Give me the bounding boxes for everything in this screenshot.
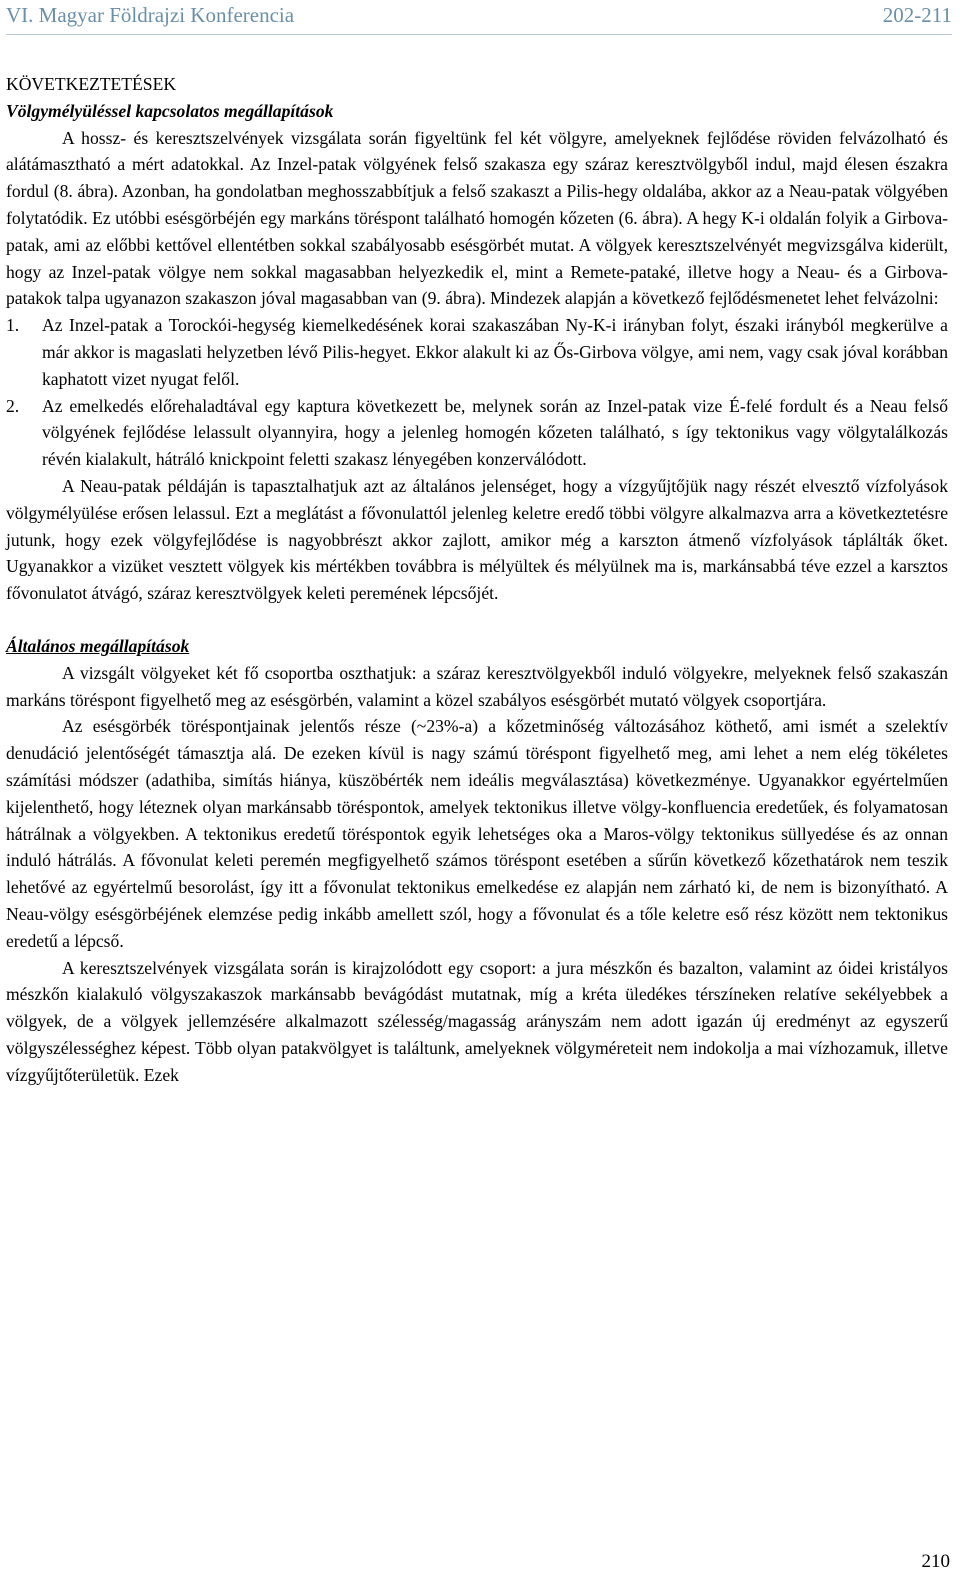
paragraph-2: A Neau-patak példáján is tapasztalhatjuk azt az általános jelenséget, hogy a vízgyűjtőjük nagy részét elvesztő vízfolyások völgymélyülése erősen lelassul. Ezt a meglátást a fővonulattól jelenleg keletre eredő többi völgyre alkalmazva arra a következtetésre jutunk, hogy ezek völgyfejlődése is nagyobbrészt akkor zajlott, amikor még a karszton átmenő vízfolyások táplálták őket. Ugyanakkor a vizüket vesztett völgyek kis mértékben továbbra is mélyültek és mélyülnek ma is, markánsabbá téve ezzel a karsztos fővonulatot átvágó, száraz keresztvölgyek keleti peremének lépcsőjét. xyxy=(6,475,948,604)
paragraph-3: A vizsgált völgyeket két fő csoportba oszthatjuk: a száraz keresztvölgyekből induló völgyekre, melyeknek felső szakaszán markáns töréspont figyelhető meg az esésgörbén, valamint a közel szabályos esésgörbét mutató völgyek csoportjára. xyxy=(6,662,948,710)
paragraph-5: A keresztszelvények vizsgálata során is kirajzolódott egy csoport: a jura mészkőn és bazalton, valamint az óidei kristályos mészkőn kialakuló völgyszakaszok markánsabb bevágódást mutatnak, míg a kréta üledékes térszíneken relatíve sekélyebbek a völgyek, de a völgyek jellemzésére alkalmazott szélesség/magasság arányszám nem adott igazán új eredményt az egyszerű völgyszélességhez képest. Több olyan patakvölgyet is találtunk, amelyeknek völgyméreteit nem indokolja a mai vízhozamuk, illetve vízgyűjtőterületük. Ezek xyxy=(6,957,948,1085)
header-divider xyxy=(6,34,952,35)
list-item-number: 2. xyxy=(6,395,20,416)
paragraph-1: A hossz- és keresztszelvények vizsgálata során figyeltünk fel két völgyre, amelyeknek fejlődése röviden felvázolható és alátámasztható a mért adatokkal. Az Inzel-patak völgyének felső szakasza egy száraz keresztvölgyből indul, majd élesen északra fordul (8. ábra). Azonban, ha gondolatban meghosszabbítjuk a felső szakaszt a Pilis-hegy oldalába, akkor az a Neau-patak völgyében folytatódik. Ez utóbbi esésgörbéjén egy markáns töréspont található homogén kőzeten (6. ábra). A hegy K-i oldalán folyik a Girbova-patak, ami az előbbi kettővel ellentétben sokkal szabályosabb esésgörbét mutat. A völgyek keresztszelvényét megvizsgálva kiderült, hogy az Inzel-patak völgye nem sokkal magasabban helyezkedik el, mint a Remete-pataké, illetve hogy a Neau- és a Girbova-patakok talpa ugyanazon szakaszon jóval magasabban van (9. ábra). Mindezek alapján a következő fejlődésmenetet lehet felvázolni: xyxy=(6,127,948,309)
conference-title: VI. Magyar Földrajzi Konferencia xyxy=(6,3,295,27)
paragraph-4: Az esésgörbék töréspontjainak jelentős része (~23%-a) a kőzetminőség változásához köthető, ami ismét a szelektív denudáció jelentőségét támasztja alá. De ezeken kívül is nagy számú töréspont figyelhető meg, ami lehet a nem elég tökéletes számítási módszer (adathiba, simítás hiánya, küszöbérték nem ideális megválasztása) következménye. Ugyanakkor egyértelműen kijelenthető, hogy léteznek olyan markánsabb töréspontok, amelyek tektonikus illetve völgy-konfluencia eredetűek, és folyamatosan hátrálnak a völgyekben. A tektonikus eredetű töréspontok egyik lehetséges oka a Maros-völgy tektonikus süllyedése és az onnan induló hátrálás. A fővonulat keleti peremén megfigyelhető számos töréspont esetében a sűrűn következő kőzethatárok nem teszik lehetővé az egyértelmű besorolást, így itt a fővonulat tektonikus emelkedése ez alapján nem zárható ki, de nem is bizonyítható. A Neau-völgy esésgörbéjének elemzése pedig inkább amellett szól, hogy a fővonulat és a tőle keletre eső rész között nem tektonikus eredetű a lépcső. xyxy=(6,716,948,951)
list-item xyxy=(6,312,948,392)
list-item-text: Az emelkedés előrehaladtával egy kaptura következett be, melynek során az Inzel-patak vize É-felé fordult és a Neau felső völgyének fejlődése lelassult olyannyira, hogy a jelenleg homogén kőzeten található, s így tektonikus vagy völgytalálkozás révén kialakult, hátráló knickpoint feletti szakasz lényegében konzerválódott. xyxy=(42,395,948,470)
list-item-number: 1. xyxy=(6,315,20,336)
page-range: 202-211 xyxy=(882,3,952,27)
subheading-valley-deepening: Völgymélyüléssel kapcsolatos megállapítások xyxy=(6,100,334,121)
main-text xyxy=(6,71,948,1088)
development-list xyxy=(6,312,948,473)
section-title: KÖVETKEZTETÉSEK xyxy=(6,74,177,94)
list-item-text: Az Inzel-patak a Torockói-hegység kiemelkedésének korai szakaszában Ny-K-i irányban folyt, északi irányból megkerülve a már akkor is magaslati helyzetben lévő Pilis-hegyet. Ekkor alakult ki az Ős-Girbova völgye, ami nem, vagy csak jóval korábban kaphatott vizet nyugat felől. xyxy=(42,315,948,389)
running-header xyxy=(6,2,952,28)
list-item xyxy=(6,393,948,473)
subheading-general-findings: Általános megállapítások xyxy=(6,635,190,656)
page-number: 210 xyxy=(921,1551,950,1572)
